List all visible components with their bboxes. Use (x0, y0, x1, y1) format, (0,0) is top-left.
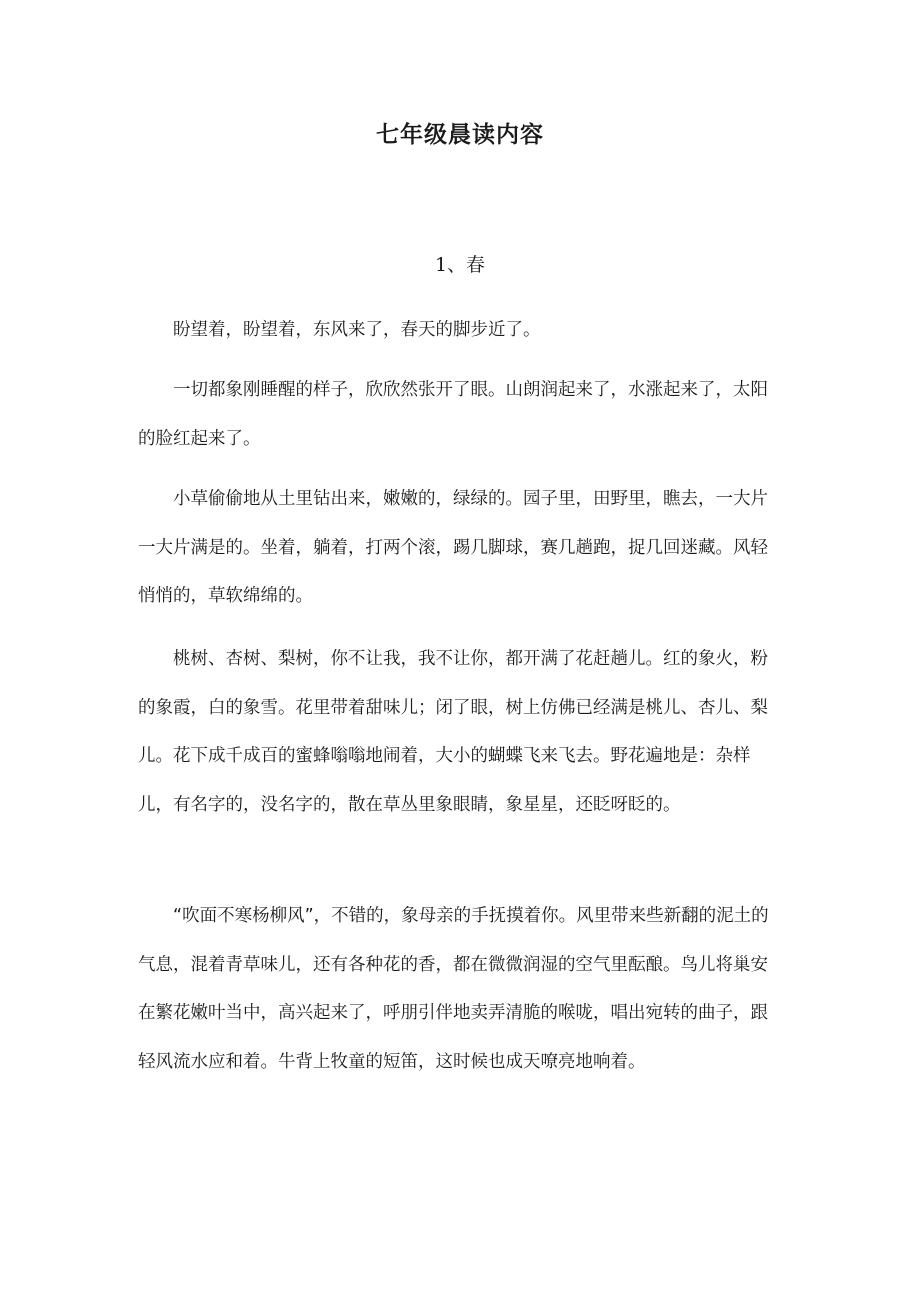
section-heading: 1、春 (434, 254, 486, 276)
paragraph-1: 盼望着，盼望着，东风来了，春天的脚步近了。 (173, 320, 541, 340)
paragraph-4: 桃树、杏树、梨树，你不让我，我不让你，都开满了花赶趟儿。红的象火，粉的象霞，白的象雪。花里带着甜味儿；闭了眼，树上仿佛已经满是桃儿、杏儿、梨儿。花下成千成百的蜜蜂嗡嗡地闹着，大小的蝴蝶飞来飞去。野花遍地是：杂样儿，有名字的，没名字的，散在草丛里象眼睛，象星星，还眨呀眨的。 (138, 649, 768, 815)
document-title: 七年级晨读内容 (376, 121, 544, 148)
paragraph-5: “吹面不寒杨柳风”，不错的，象母亲的手抚摸着你。风里带来些新翻的泥土的气息，混着青草味儿，还有各种花的香，都在微微润湿的空气里酝酿。鸟儿将巢安在繁花嫩叶当中，高兴起来了，呼朋引伴地卖弄清脆的喉咙，唱出宛转的曲子，跟轻风流水应和着。牛背上牧童的短笛，这时候也成天嘹亮地响着。 (138, 906, 769, 1072)
paragraph-2: 一切都象刚睡醒的样子，欣欣然张开了眼。山朗润起来了，水涨起来了，太阳的脸红起来了。 (138, 380, 768, 449)
paragraph-3: 小草偷偷地从土里钻出来，嫩嫩的，绿绿的。园子里，田野里，瞧去，一大片一大片满是的。坐着，躺着，打两个滚，踢几脚球，赛几趟跑，捉几回迷藏。风轻悄悄的，草软绵绵的。 (138, 489, 768, 606)
